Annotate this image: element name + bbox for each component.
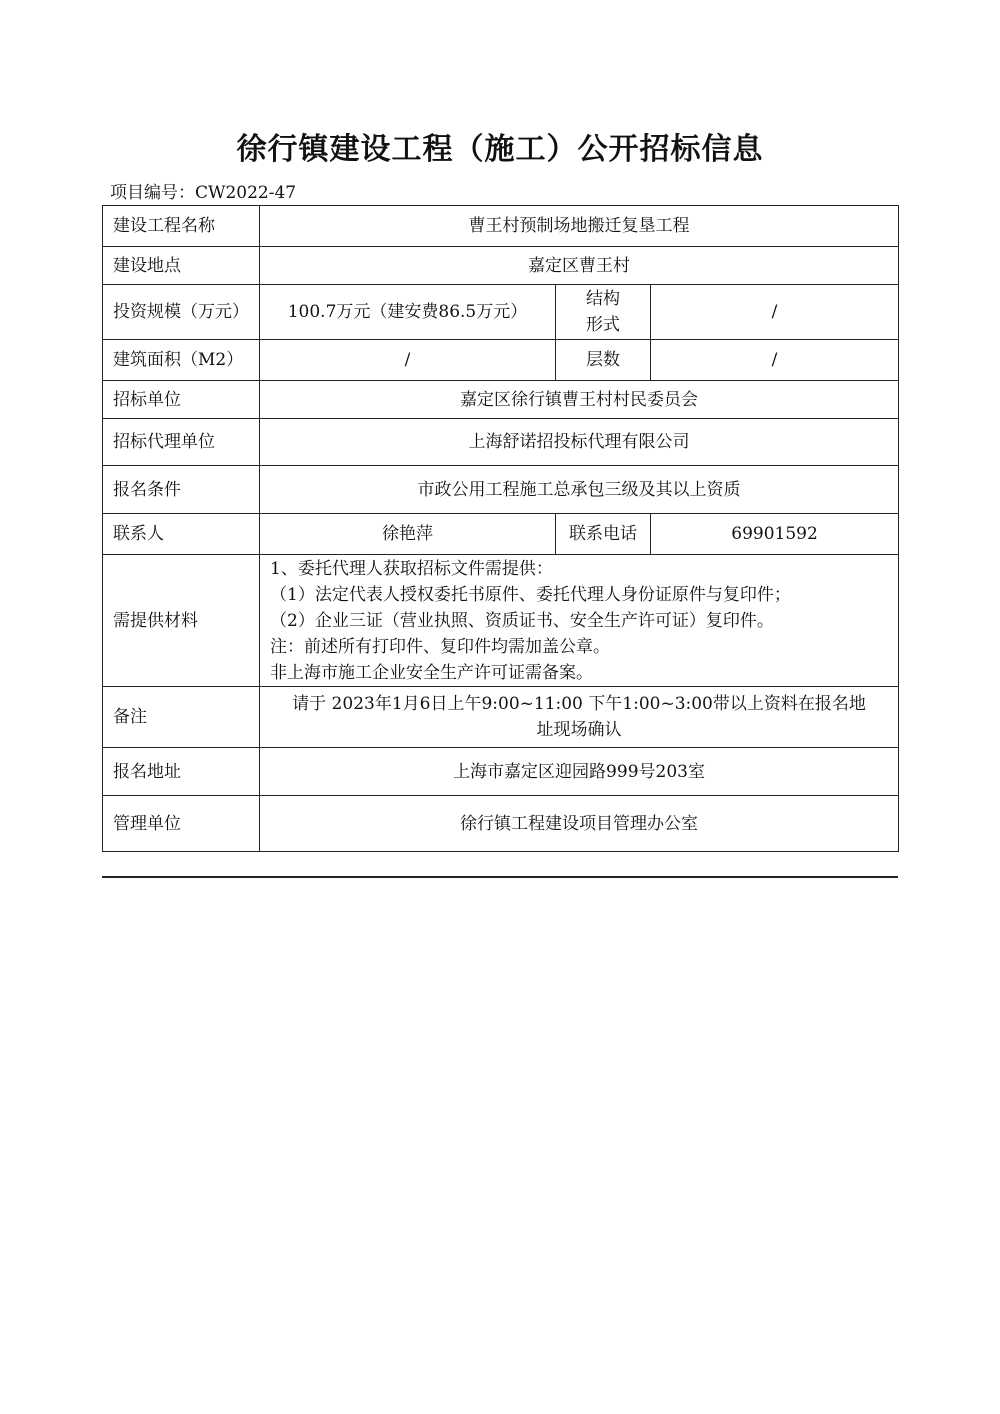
floors-label: 层数 [556,340,651,381]
structure-value: / [651,285,899,340]
conditions-value: 市政公用工程施工总承包三级及其以上资质 [260,466,899,514]
agent-value: 上海舒诺招投标代理有限公司 [260,419,899,466]
structure-label [556,285,651,340]
floors-value: / [651,340,899,381]
row-address [103,748,899,796]
project-number: 项目编号：CW2022-47 [110,183,297,203]
project-name-label: 建设工程名称 [103,206,260,247]
row-contact [103,514,899,555]
contact-value: 徐艳萍 [260,514,556,555]
contact-label: 联系人 [103,514,260,555]
address-label: 报名地址 [103,748,260,796]
row-tenderer [103,381,899,419]
row-investment [103,285,899,340]
row-materials [103,555,899,687]
location-value: 嘉定区曹王村 [260,247,899,285]
area-value: / [260,340,556,381]
materials-line: 非上海市施工企业安全生产许可证需备案。 [270,662,593,683]
agent-label: 招标代理单位 [103,419,260,466]
structure-label-line1: 结构 [586,289,620,309]
bottom-divider [102,876,898,878]
location-label: 建设地点 [103,247,260,285]
project-name-value: 曹王村预制场地搬迁复垦工程 [260,206,899,247]
row-project-name [103,206,899,247]
row-location [103,247,899,285]
tenderer-label: 招标单位 [103,381,260,419]
row-agent [103,419,899,466]
materials-line: （1）法定代表人授权委托书原件、委托代理人身份证原件与复印件； [270,584,791,605]
tenderer-value: 嘉定区徐行镇曹王村村民委员会 [260,381,899,419]
conditions-label: 报名条件 [103,466,260,514]
area-label: 建筑面积（M2） [103,340,260,381]
materials-value [260,555,899,687]
investment-value: 100.7万元（建安费86.5万元） [260,285,556,340]
remark-label: 备注 [103,687,260,748]
phone-value: 69901592 [651,514,899,555]
remark-line1: 请于 2023年1月6日上午9:00~11:00 下午1:00~3:00带以上资料在报名地 [292,694,866,714]
row-remark [103,687,899,748]
materials-line: （2）企业三证（营业执照、资质证书、安全生产许可证）复印件。 [270,610,774,631]
materials-label: 需提供材料 [103,555,260,687]
phone-label: 联系电话 [556,514,651,555]
row-conditions [103,466,899,514]
manager-value: 徐行镇工程建设项目管理办公室 [260,796,899,852]
row-manager [103,796,899,852]
page-title: 徐行镇建设工程（施工）公开招标信息 [236,132,764,167]
address-value: 上海市嘉定区迎园路999号203室 [260,748,899,796]
tender-info-table [102,205,899,852]
manager-label: 管理单位 [103,796,260,852]
materials-line: 注：前述所有打印件、复印件均需加盖公章。 [270,636,610,657]
structure-label-line2: 形式 [586,315,620,335]
investment-label: 投资规模（万元） [103,285,260,340]
remark-value [260,687,899,748]
row-area [103,340,899,381]
remark-line2: 址现场确认 [536,720,622,740]
materials-line: 1、委托代理人获取招标文件需提供： [270,558,553,579]
